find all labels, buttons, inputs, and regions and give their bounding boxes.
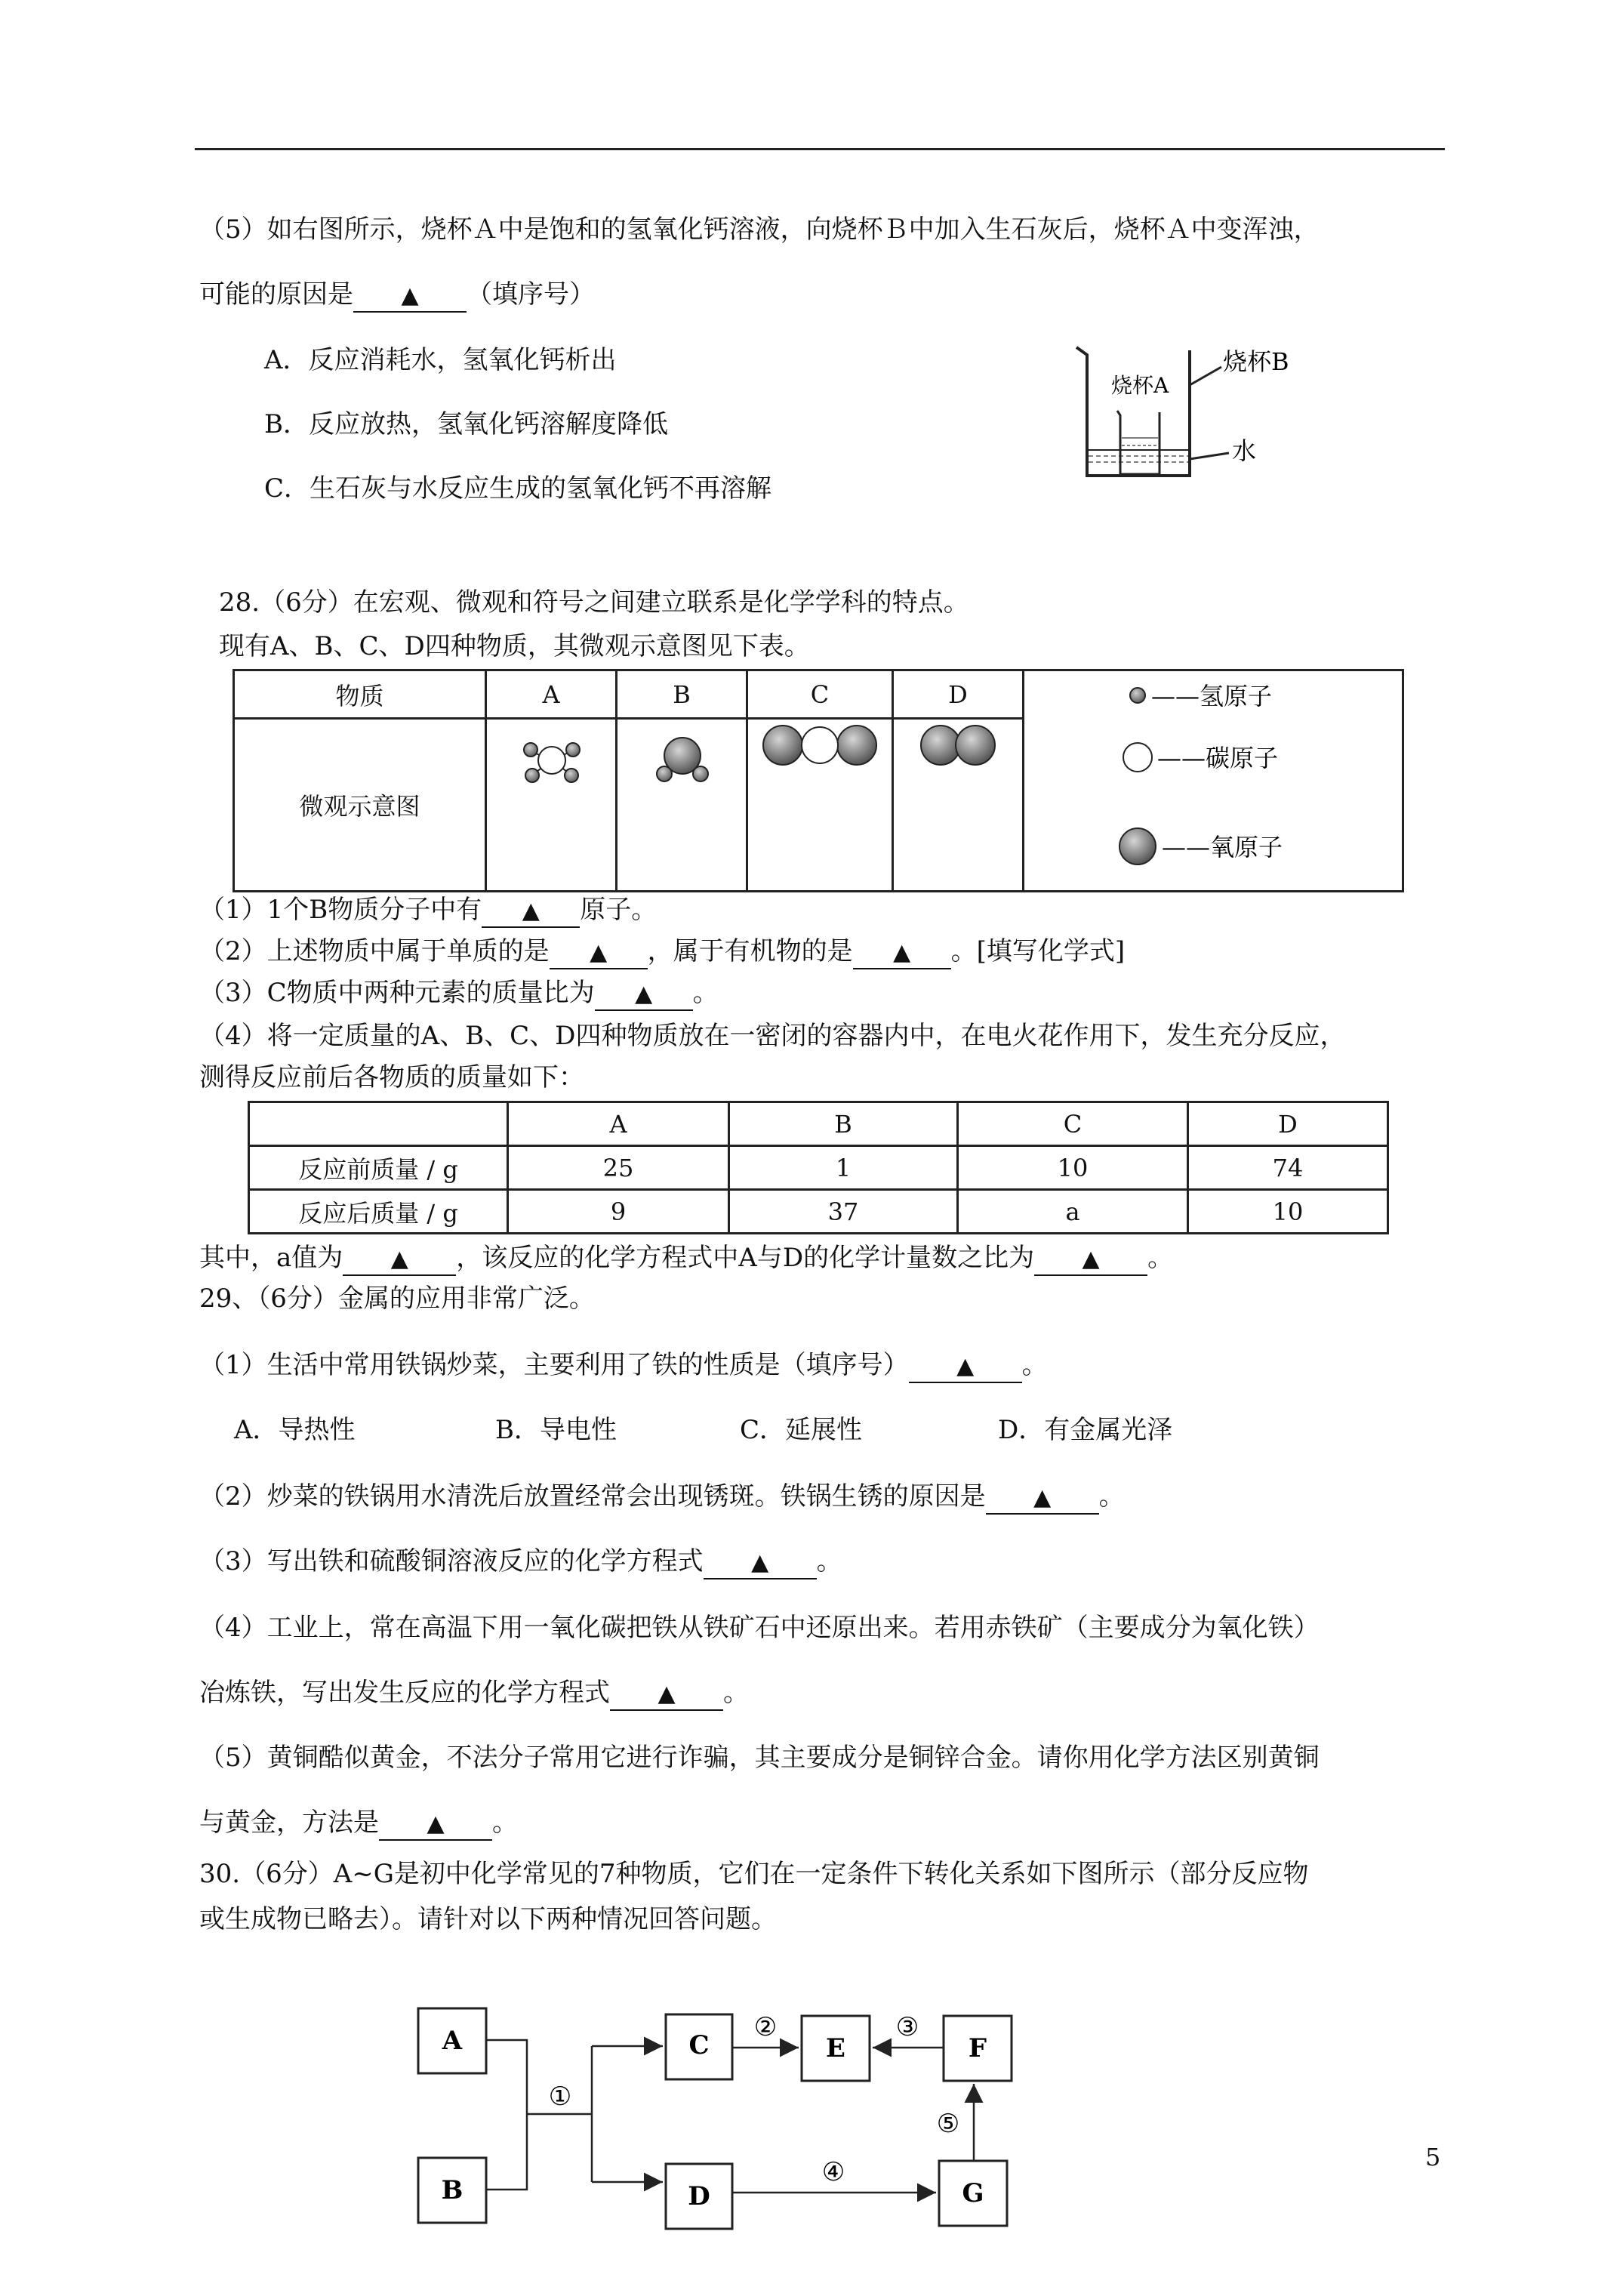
- table-cell: a: [958, 1190, 1188, 1234]
- beaker-figure: [1057, 332, 1329, 491]
- box-e-label: E: [826, 2033, 845, 2063]
- q28-1-text: （1）1个B物质分子中有: [199, 895, 482, 925]
- answer-blank[interactable]: [353, 279, 467, 313]
- q29-5-line2: [199, 1806, 518, 1841]
- triangle-icon: ▲: [751, 1549, 769, 1576]
- q29-3-tail: 。: [816, 1546, 842, 1576]
- mass-table-header: B: [729, 1102, 958, 1146]
- q29-5-text: 与黄金，方法是: [199, 1808, 379, 1838]
- triangle-icon: ▲: [956, 1353, 975, 1379]
- q28-4-line1: （4）将一定质量的A、B、C、D四种物质放在一密闭的容器内中，在电火花作用下，发生充分反应，: [199, 1021, 1346, 1051]
- table-cell: 反应后质量 / g: [249, 1190, 508, 1234]
- hydrogen-atom-icon: [1130, 688, 1145, 703]
- box-a-label: A: [442, 2026, 463, 2056]
- q28-2-tail: 。[填写化学式]: [950, 936, 1126, 966]
- triangle-icon: ▲: [1033, 1484, 1052, 1511]
- box-d-label: D: [688, 2181, 710, 2211]
- q27-5-line1: （5）如右图所示，烧杯Ａ中是饱和的氢氧化钙溶液，向烧杯Ｂ中加入生石灰后，烧杯Ａ中变浑浊，: [199, 214, 1320, 245]
- q29-2-text: （2）炒菜的铁锅用水清洗后放置经常会出现锈斑。铁锅生锈的原因是: [199, 1481, 986, 1512]
- q28-2-mid: ，属于有机物的是: [647, 936, 853, 966]
- q28-1-tail: 原子。: [580, 895, 658, 925]
- molecule-c-icon: [748, 720, 892, 772]
- legend-hydrogen: ——氢原子: [1151, 682, 1273, 710]
- q27-5-option-b: B．反应放热，氢氧化钙溶解度降低: [264, 409, 668, 439]
- q28-4-tail-mid: ，该反应的化学方程式中A与D的化学计量数之比为: [456, 1243, 1035, 1273]
- answer-blank[interactable]: [550, 936, 648, 969]
- answer-blank[interactable]: [909, 1350, 1022, 1383]
- q28-4-line2: 测得反应前后各物质的质量如下：: [199, 1062, 584, 1093]
- q29-3-text: （3）写出铁和硫酸铜溶液反应的化学方程式: [199, 1546, 704, 1576]
- answer-blank[interactable]: [1034, 1243, 1147, 1276]
- answer-blank[interactable]: [343, 1243, 456, 1276]
- reaction-3-label: ③: [895, 2012, 919, 2042]
- molecule-b-cell: [617, 719, 747, 892]
- q28-2: [199, 935, 1125, 969]
- triangle-icon: ▲: [893, 939, 911, 966]
- table-row: [249, 1146, 1388, 1190]
- q28-heading: 28.（6分）在宏观、微观和符号之间建立联系是化学学科的特点。: [219, 587, 969, 618]
- mass-table-header: A: [508, 1102, 729, 1146]
- q29-3: [199, 1545, 842, 1579]
- molecule-a-cell: [486, 719, 617, 892]
- carbon-atom-icon: [1123, 743, 1152, 772]
- molecule-b-icon: [617, 720, 746, 795]
- table-cell: 74: [1188, 1146, 1388, 1190]
- mass-table-header: C: [958, 1102, 1188, 1146]
- answer-blank[interactable]: [986, 1481, 1099, 1515]
- q28-3: [199, 976, 719, 1011]
- legend-carbon: ——碳原子: [1157, 744, 1279, 772]
- triangle-icon: ▲: [390, 1246, 408, 1272]
- q29-5-line1: （5）黄铜酷似黄金，不法分子常用它进行诈骗，其主要成分是铜锌合金。请你用化学方法区别黄铜: [199, 1743, 1320, 1773]
- answer-blank[interactable]: [704, 1546, 817, 1579]
- answer-blank[interactable]: [595, 978, 693, 1011]
- beaker-b-label: 烧杯B: [1223, 347, 1289, 376]
- q29-heading: 29、（6分）金属的应用非常广泛。: [199, 1284, 595, 1314]
- q30-line2: 或生成物已略去）。请针对以下两种情况回答问题。: [199, 1904, 777, 1934]
- oxygen-atom-icon: [1119, 828, 1156, 864]
- box-b-label: B: [441, 2175, 463, 2205]
- table-header-cell: D: [893, 670, 1024, 719]
- q27-5-hint: （填序号）: [467, 279, 595, 310]
- table-cell: 1: [729, 1146, 958, 1190]
- reaction-4-label: ④: [821, 2157, 845, 2187]
- box-f-label: F: [968, 2033, 987, 2063]
- q28-4-tail-text: 其中，a值为: [199, 1243, 343, 1273]
- table-header-cell: A: [486, 670, 617, 719]
- molecule-a-icon: [487, 720, 615, 795]
- q29-5-tail: 。: [492, 1808, 518, 1838]
- table-header-cell: B: [617, 670, 747, 719]
- q29-2: [199, 1480, 1125, 1515]
- table-cell: 反应前质量 / g: [249, 1146, 508, 1190]
- q27-5-option-c: C．生石灰与水反应生成的氢氧化钙不再溶解: [264, 473, 772, 504]
- reaction-5-label: ⑤: [936, 2109, 960, 2139]
- triangle-icon: ▲: [522, 898, 540, 924]
- q28-3-tail: 。: [692, 978, 719, 1008]
- q30-line1: 30.（6分）A~G是初中化学常见的7种物质，它们在一定条件下转化关系如下图所示（部分反应物: [199, 1859, 1309, 1889]
- molecule-d-cell: [893, 719, 1024, 892]
- table-row-label: 微观示意图: [234, 719, 486, 892]
- table-cell: 25: [508, 1146, 729, 1190]
- q29-4-line1: （4）工业上，常在高温下用一氧化碳把铁从铁矿石中还原出来。若用赤铁矿（主要成分为氧化铁）: [199, 1613, 1320, 1643]
- q29-4-text: 冶炼铁，写出发生反应的化学方程式: [199, 1678, 610, 1708]
- mass-table-header: D: [1188, 1102, 1388, 1146]
- mass-table: [248, 1101, 1389, 1234]
- molecule-c-cell: [747, 719, 893, 892]
- q28-intro: 现有A、B、C、D四种物质，其微观示意图见下表。: [219, 631, 810, 661]
- q29-option-d: D．有金属光泽: [998, 1415, 1173, 1445]
- molecule-table: [233, 669, 1404, 892]
- answer-blank[interactable]: [482, 895, 580, 928]
- legend-graphic: [1024, 671, 1402, 884]
- q29-option-a: A．导热性: [234, 1415, 356, 1445]
- q29-2-tail: 。: [1098, 1481, 1125, 1512]
- q29-1-text: （1）生活中常用铁锅炒菜，主要利用了铁的性质是（填序号）: [199, 1350, 909, 1380]
- triangle-icon: ▲: [1082, 1246, 1100, 1272]
- header-rule: [195, 148, 1445, 150]
- q28-2-text: （2）上述物质中属于单质的是: [199, 936, 550, 966]
- mass-table-corner: [249, 1102, 508, 1146]
- reaction-2-label: ②: [753, 2012, 778, 2042]
- table-cell: 10: [958, 1146, 1188, 1190]
- atom-legend: [1024, 670, 1403, 892]
- table-cell: 9: [508, 1190, 729, 1234]
- beaker-a-label: 烧杯A: [1111, 373, 1169, 398]
- reaction-1-label: ①: [548, 2082, 572, 2112]
- q27-5-line2: [199, 278, 595, 313]
- q28-3-text: （3）C物质中两种元素的质量比为: [199, 978, 595, 1008]
- q27-5-option-a: A．反应消耗水，氢氧化钙析出: [264, 345, 617, 375]
- q27-5-prompt: 可能的原因是: [199, 279, 353, 310]
- q29-1-tail: 。: [1021, 1350, 1048, 1380]
- reaction-flow-diagram: [408, 1993, 1087, 2235]
- answer-blank[interactable]: [379, 1808, 492, 1841]
- triangle-icon: ▲: [427, 1811, 445, 1837]
- molecule-d-icon: [894, 720, 1022, 772]
- q28-1: [199, 893, 657, 928]
- triangle-icon: ▲: [590, 939, 608, 966]
- q29-4-line2: [199, 1676, 749, 1711]
- answer-blank[interactable]: [610, 1678, 723, 1711]
- triangle-icon: ▲: [401, 282, 419, 309]
- table-cell: 37: [729, 1190, 958, 1234]
- q28-4-tail-end: 。: [1147, 1243, 1174, 1273]
- q28-4-tail: [199, 1241, 1173, 1276]
- box-c-label: C: [688, 2030, 710, 2060]
- answer-blank[interactable]: [853, 936, 951, 969]
- q29-option-c: C．延展性: [740, 1415, 863, 1445]
- triangle-icon: ▲: [658, 1681, 676, 1707]
- box-g-label: G: [962, 2178, 984, 2208]
- triangle-icon: ▲: [635, 981, 653, 1007]
- page-number: 5: [1425, 2143, 1441, 2171]
- table-row: [249, 1190, 1388, 1234]
- q29-option-b: B．导电性: [495, 1415, 617, 1445]
- q29-1: [199, 1348, 1048, 1383]
- table-cell: 10: [1188, 1190, 1388, 1234]
- water-label: 水: [1232, 436, 1257, 465]
- legend-oxygen: ——氧原子: [1162, 833, 1283, 861]
- table-header-cell: 物质: [234, 670, 486, 719]
- table-header-cell: C: [747, 670, 893, 719]
- q29-4-tail: 。: [723, 1678, 749, 1708]
